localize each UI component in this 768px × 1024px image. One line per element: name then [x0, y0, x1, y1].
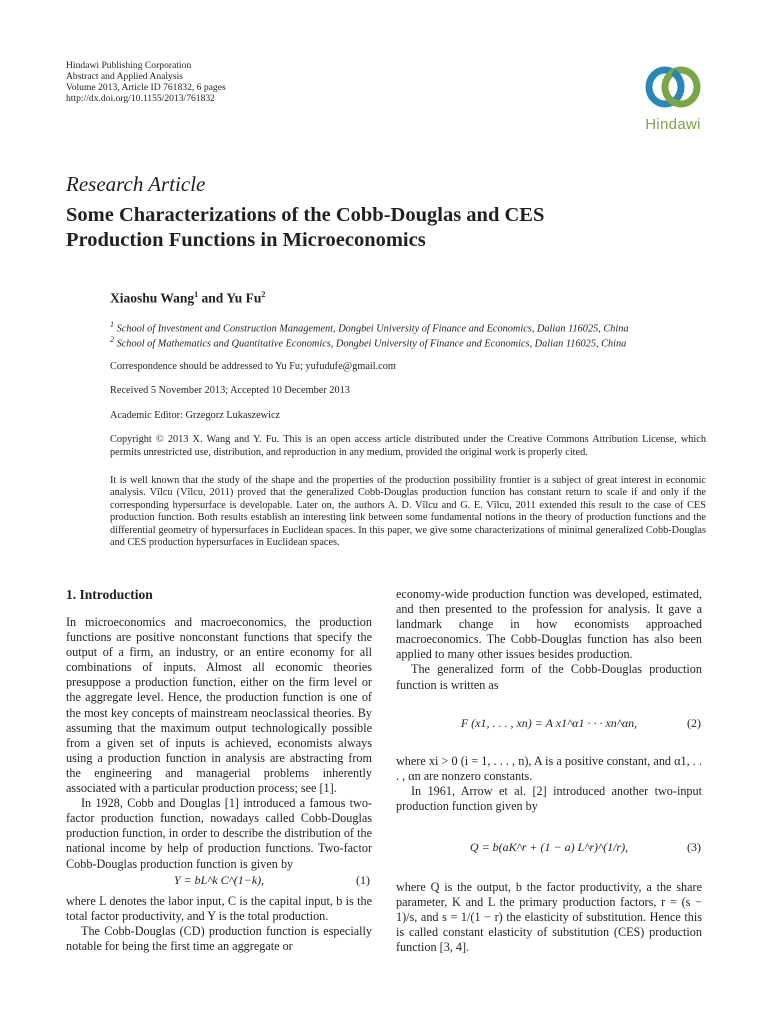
author-1: Xiaoshu Wang	[110, 290, 195, 306]
intro-paragraph-3: where L denotes the labor input, C is the capital input, b is the total factor productivity, and Y is the total production.	[66, 894, 372, 924]
intro-paragraph-7: where xi > 0 (i = 1, . . . , n), A is a positive constant, and α1, . . . , αn are nonzero constants.	[396, 754, 702, 784]
abstract: It is well known that the study of the shape and the properties of the production possibility frontier is a subject of great interest in economic analysis. Vîlcu (Vîlcu, 2011) proved that the generalized Cobb-Douglas production function has constant return to scale if and only if the corresponding hypersurface is developable. Later on, the authors A. D. Vîlcu and G. E. Vîlcu, 2011 extended this result to the case of CES production function. Both results establish an interesting link between some fundamental notions in the theory of production functions and the differential geometry of hypersurfaces in Euclidean spaces. In this paper, we give some characterizations of minimal generalized Cobb-Douglas and CES production hypersurfaces in Euclidean spaces.	[110, 475, 706, 549]
doi-link[interactable]: http://dx.doi.org/10.1155/2013/761832	[66, 93, 215, 104]
article-type: Research Article	[66, 172, 206, 196]
equation-2-number: (2)	[687, 716, 701, 730]
intro-paragraph-9: where Q is the output, b the factor productivity, a the share parameter, K and L the primary production factors, r = (s − 1)/s, and s = 1/(1 − r) the elasticity of substitution. Hence this is called constant elasticity of substitution (CES) production function [3, 4].	[396, 880, 702, 955]
right-column-bottom	[396, 880, 702, 955]
equation-1-number: (1)	[356, 873, 370, 887]
title-line-2: Production Functions in Microeconomics	[66, 228, 426, 251]
intro-paragraph-6: The generalized form of the Cobb-Douglas production function is written as	[396, 662, 702, 692]
article-title	[66, 203, 706, 252]
received-dates: Received 5 November 2013; Accepted 10 December 2013	[110, 385, 350, 396]
intro-paragraph-4: The Cobb-Douglas (CD) production function is especially notable for being the first time an aggregate or	[66, 924, 372, 954]
intro-paragraph-8: In 1961, Arrow et al. [2] introduced another two-input production function given by	[396, 784, 702, 814]
right-column-top	[396, 587, 702, 693]
hindawi-logo[interactable]	[636, 62, 710, 133]
equation-3-number: (3)	[687, 840, 701, 854]
volume-info: Volume 2013, Article ID 761832, 6 pages	[66, 82, 226, 93]
left-column-bottom	[66, 894, 372, 954]
intro-paragraph-1: In microeconomics and macroeconomics, the production functions are positive nonconstant functions that specify the output of a firm, an industry, or an entire economy for all combinations of inputs. Almost all economic theories presuppose a production function, either on the firm level or the aggregate level. Hence, the production function is one of the most key concepts of mainstream neoclassical theories. By assuming that the maximum output technologically possible from a given set of inputs is achieved, economists always using a production function in analysis are abstracting from the engineering and managerial problems inherently associated with a particular production process; see [1].	[66, 615, 372, 796]
journal-name: Abstract and Applied Analysis	[66, 71, 183, 82]
hindawi-wordmark: Hindawi	[645, 116, 701, 133]
affiliation-1: $^1$ School of Investment and Construction Management, Dongbei University of Finance and Economics, Dalian 116025, China	[110, 320, 629, 335]
section-heading: 1. Introduction	[66, 587, 153, 602]
author-2: Yu Fu	[226, 290, 262, 306]
publisher-name: Hindawi Publishing Corporation	[66, 60, 192, 71]
academic-editor: Academic Editor: Grzegorz Lukaszewicz	[110, 410, 281, 421]
right-column-middle	[396, 754, 702, 814]
intro-paragraph-5: economy-wide production function was developed, estimated, and then presented to the profession for analysis. It gave a landmark change in how economists approached macroeconomics. The Cobb-Douglas function has also been applied to many other issues besides production.	[396, 587, 702, 662]
interlocking-rings-icon	[643, 62, 703, 112]
correspondence: Correspondence should be addressed to Yu Fu; yufudufe@gmail.com	[110, 361, 396, 372]
equation-2: F (x1, . . . , xn) = A x1^α1 · · · xn^αn,	[460, 716, 638, 730]
equation-1: Y = bL^k C^(1−k),	[173, 873, 265, 887]
intro-paragraph-2: In 1928, Cobb and Douglas [1] introduced a famous two-factor production function, nowadays called Cobb-Douglas production function, in order to describe the distribution of the national income by help of production functions. Two-factor Cobb-Douglas production function is given by	[66, 796, 372, 871]
copyright-notice: Copyright © 2013 X. Wang and Y. Fu. This is an open access article distributed under the Creative Commons Attribution License, which permits unrestricted use, distribution, and reproduction in any medium, provided the original work is properly cited.	[110, 434, 706, 458]
left-column-top	[66, 615, 372, 872]
equation-3: Q = b(aK^r + (1 − a) L^r)^(1/r),	[469, 840, 629, 854]
affiliation-2: $^2$ School of Mathematics and Quantitative Economics, Dongbei University of Finance and Economics, Dalian 116025, China	[110, 335, 627, 350]
author-list: Xiaoshu Wang$^1$ and Yu Fu$^2$	[110, 290, 266, 306]
title-line-1: Some Characterizations of the Cobb-Douglas and CES	[66, 204, 545, 226]
